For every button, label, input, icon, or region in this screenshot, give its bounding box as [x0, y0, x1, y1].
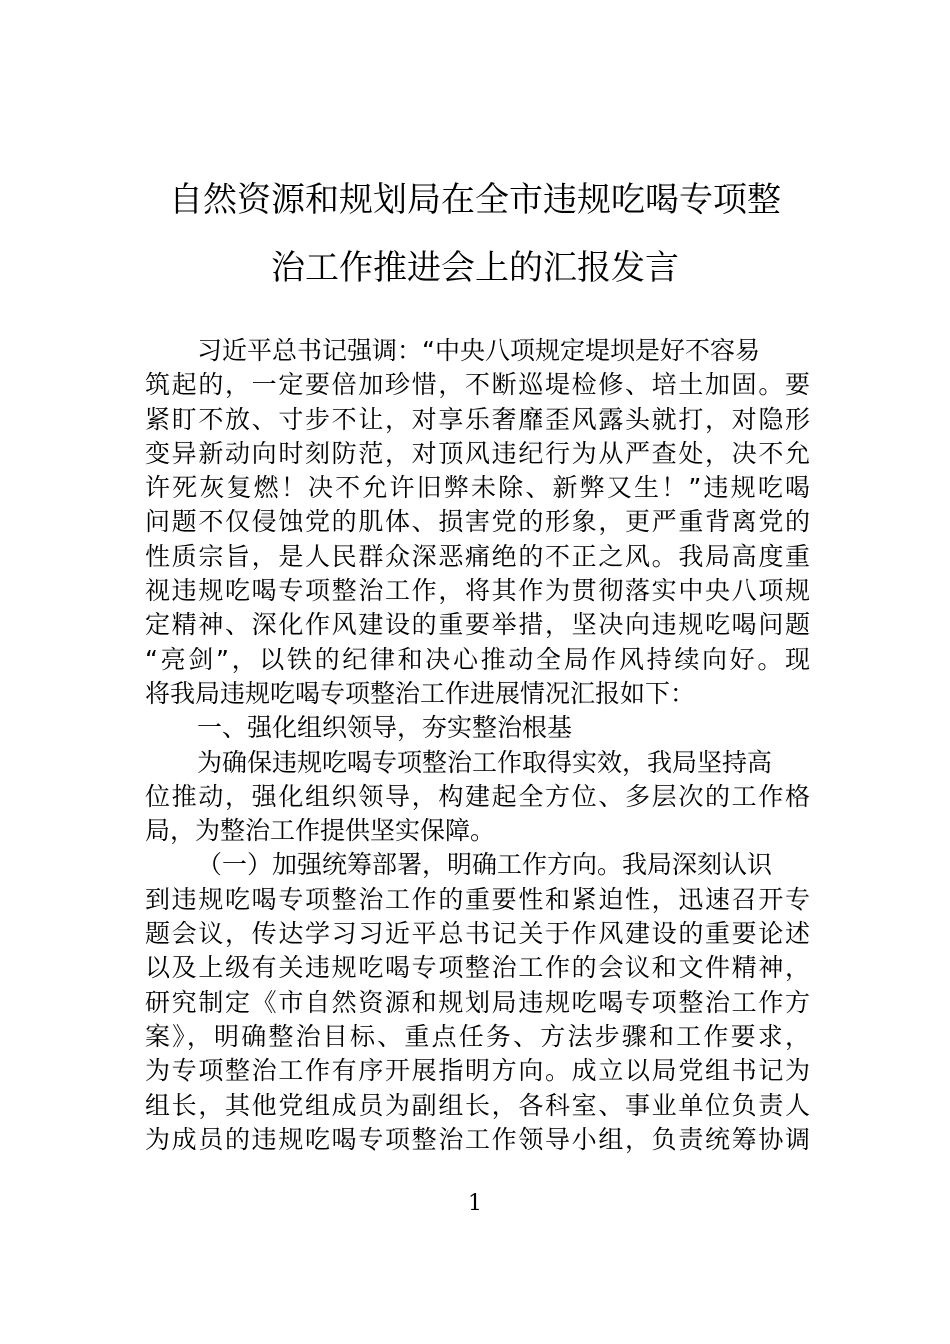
body-line: 变异新动向时刻防范，对顶风违纪行为从严查处，决不允: [145, 438, 810, 468]
body-line: 筑起的，一定要倍加珍惜，不断巡堤检修、培土加固。要: [145, 370, 810, 400]
body-line: 紧盯不放、寸步不让，对享乐奢靡歪风露头就打，对隐形: [145, 404, 810, 434]
body-line: 为确保违规吃喝专项整治工作取得实效，我局坚持高: [197, 747, 773, 777]
document-body: [145, 334, 810, 1157]
body-line: 为成员的违规吃喝专项整治工作领导小组，负责统筹协调: [145, 1124, 810, 1154]
body-line: 局，为整治工作提供坚实保障。: [145, 816, 496, 846]
body-line: 将我局违规吃喝专项整治工作进展情况汇报如下：: [145, 678, 696, 708]
document-title-line-2: 治工作推进会上的汇报发言: [271, 248, 679, 288]
body-line: 研究制定《市自然资源和规划局违规吃喝专项整治工作方: [145, 987, 810, 1017]
page-number: 1: [468, 1191, 482, 1216]
body-line: 为专项整治工作有序开展指明方向。成立以局党组书记为: [145, 1056, 810, 1086]
document-title-line-1: 自然资源和规划局在全市违规吃喝专项整: [169, 180, 781, 220]
subsection-line: （一）加强统筹部署，明确工作方向。我局深刻认识: [197, 850, 773, 880]
body-line: 定精神、深化作风建设的重要举措，坚决向违规吃喝问题: [145, 610, 810, 640]
section-heading: 一、强化组织领导，夯实整治根基: [197, 713, 573, 743]
body-line: 问题不仅侵蚀党的肌体、损害党的形象，更严重背离党的: [145, 507, 810, 537]
body-line: 以及上级有关违规吃喝专项整治工作的会议和文件精神，: [145, 953, 810, 983]
body-line: 习近平总书记强调：“中央八项规定堤坝是好不容易: [197, 336, 760, 365]
body-line: 性质宗旨，是人民群众深恶痛绝的不正之风。我局高度重: [145, 541, 810, 571]
body-line: “亮剑”，以铁的纪律和决心推动全局作风持续向好。现: [145, 644, 810, 674]
body-line: 题会议，传达学习习近平总书记关于作风建设的重要论述: [145, 919, 810, 949]
body-line: 视违规吃喝专项整治工作，将其作为贯彻落实中央八项规: [145, 576, 810, 606]
body-line: 组长，其他党组成员为副组长，各科室、事业单位负责人: [145, 1090, 810, 1120]
body-line: 许死灰复燃！决不允许旧弊未除、新弊又生！”违规吃喝: [145, 473, 810, 503]
body-line: 位推动，强化组织领导，构建起全方位、多层次的工作格: [145, 781, 810, 811]
body-line: 到违规吃喝专项整治工作的重要性和紧迫性，迅速召开专: [145, 884, 810, 914]
body-line: 案》，明确整治目标、重点任务、方法步骤和工作要求，: [145, 1021, 810, 1051]
